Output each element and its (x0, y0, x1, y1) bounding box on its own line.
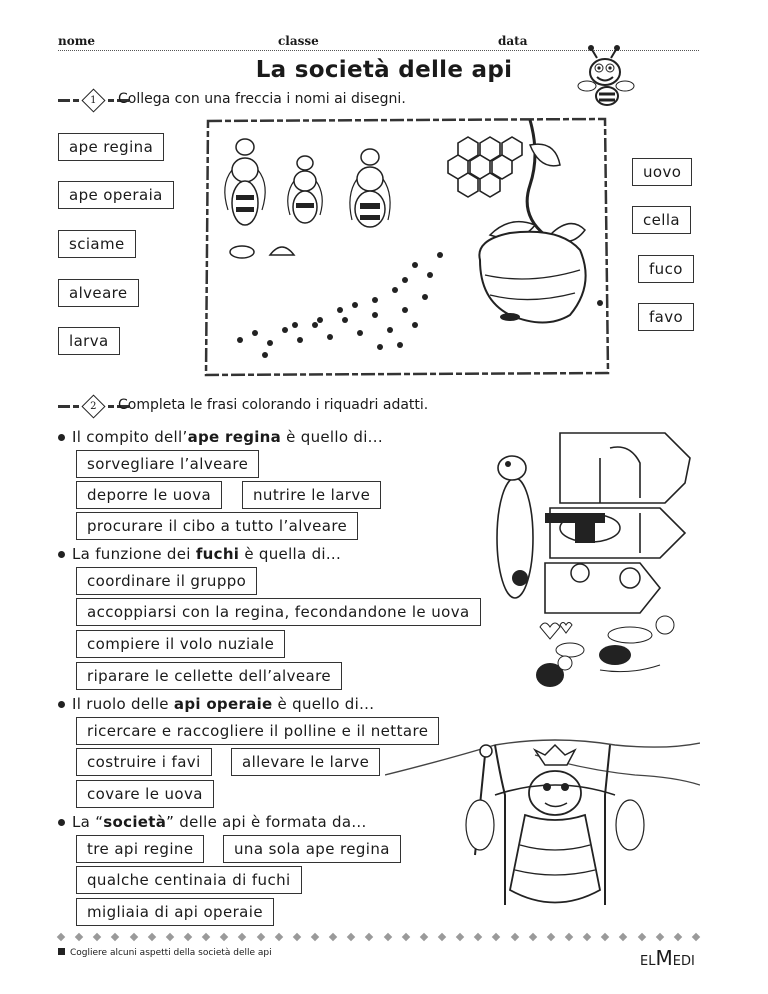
publisher-logo (640, 946, 695, 970)
header-data-label: data (498, 34, 528, 48)
word-box-favo[interactable]: favo (638, 303, 694, 331)
word-box-alveare[interactable]: alveare (58, 279, 139, 307)
question-1-pre: Il compito dell’ (72, 428, 188, 446)
word-box-fuco[interactable]: fuco (638, 255, 694, 283)
option-q3-costruire[interactable]: costruire i favi (76, 748, 212, 776)
question-2-keyword: fuchi (195, 545, 240, 563)
option-q2-riparare[interactable]: riparare le cellette dell’alveare (76, 662, 342, 690)
option-q4-migliaia-operaie[interactable]: migliaia di api operaie (76, 898, 274, 926)
question-2 (58, 545, 341, 563)
option-q2-accoppiarsi[interactable]: accoppiarsi con la regina, fecondandone le uova (76, 598, 481, 626)
logo-part-el: EL (640, 954, 656, 969)
option-q3-covare[interactable]: covare le uova (76, 780, 214, 808)
exercise-2-instruction: Completa le frasi colorando i riquadri adatti. (118, 397, 429, 413)
question-1-keyword: ape regina (187, 428, 282, 446)
question-4-keyword: società (103, 813, 167, 831)
question-3-pre: Il ruolo delle (72, 695, 174, 713)
option-q2-volo-nuziale[interactable]: compiere il volo nuziale (76, 630, 285, 658)
exercise-2-number: 2 (90, 401, 97, 412)
option-q3-allevare[interactable]: allevare le larve (231, 748, 380, 776)
logo-part-edi: EDI (672, 954, 695, 969)
header-nome-label: nome (58, 34, 96, 48)
word-box-cella[interactable]: cella (632, 206, 691, 234)
honeycomb-cells-illustration (490, 428, 700, 618)
footer-square-icon (58, 948, 65, 955)
question-2-post: è quella di... (239, 545, 342, 563)
option-q1-sorvegliare[interactable]: sorvegliare l’alveare (76, 450, 259, 478)
question-1 (58, 428, 383, 446)
word-box-larva[interactable]: larva (58, 327, 120, 355)
question-3-post: è quello di... (272, 695, 375, 713)
logo-part-m: M (655, 946, 673, 970)
footer-dot-divider (58, 934, 699, 940)
question-4-pre: La “ (72, 813, 104, 831)
option-q4-centinaia-fuchi[interactable]: qualche centinaia di fuchi (76, 866, 302, 894)
option-q1-procurare[interactable]: procurare il cibo a tutto l’alveare (76, 512, 358, 540)
question-4 (58, 813, 367, 831)
exercise-1-number: 1 (90, 95, 97, 106)
footer-objective (58, 948, 272, 958)
queen-bee-illustration (385, 715, 700, 935)
question-3-keyword: api operaie (173, 695, 273, 713)
option-q3-ricercare[interactable]: ricercare e raccogliere il polline e il nettare (76, 717, 439, 745)
exercise-1-instruction: Collega con una freccia i nomi ai disegni. (118, 91, 406, 107)
header-classe-label: classe (278, 34, 319, 48)
word-box-uovo[interactable]: uovo (632, 158, 692, 186)
question-4-post: ” delle api è formata da... (166, 813, 367, 831)
page-title: La società delle api (255, 57, 513, 83)
bees-illustration (200, 115, 615, 380)
option-q1-nutrire[interactable]: nutrire le larve (242, 481, 381, 509)
word-box-sciame[interactable]: sciame (58, 230, 136, 258)
question-3 (58, 695, 374, 713)
option-q2-coordinare[interactable]: coordinare il gruppo (76, 567, 257, 595)
question-2-pre: La funzione dei (72, 545, 196, 563)
option-q4-una-regina[interactable]: una sola ape regina (223, 835, 401, 863)
word-box-ape-regina[interactable]: ape regina (58, 133, 164, 161)
footer-objective-text: Cogliere alcuni aspetti della società delle api (70, 948, 272, 958)
word-box-ape-operaia[interactable]: ape operaia (58, 181, 174, 209)
cartoon-bee-icon (575, 44, 635, 108)
option-q4-tre-regine[interactable]: tre api regine (76, 835, 204, 863)
question-1-post: è quello di... (281, 428, 383, 446)
option-q1-deporre[interactable]: deporre le uova (76, 481, 222, 509)
flying-bees-illustration (520, 605, 700, 695)
